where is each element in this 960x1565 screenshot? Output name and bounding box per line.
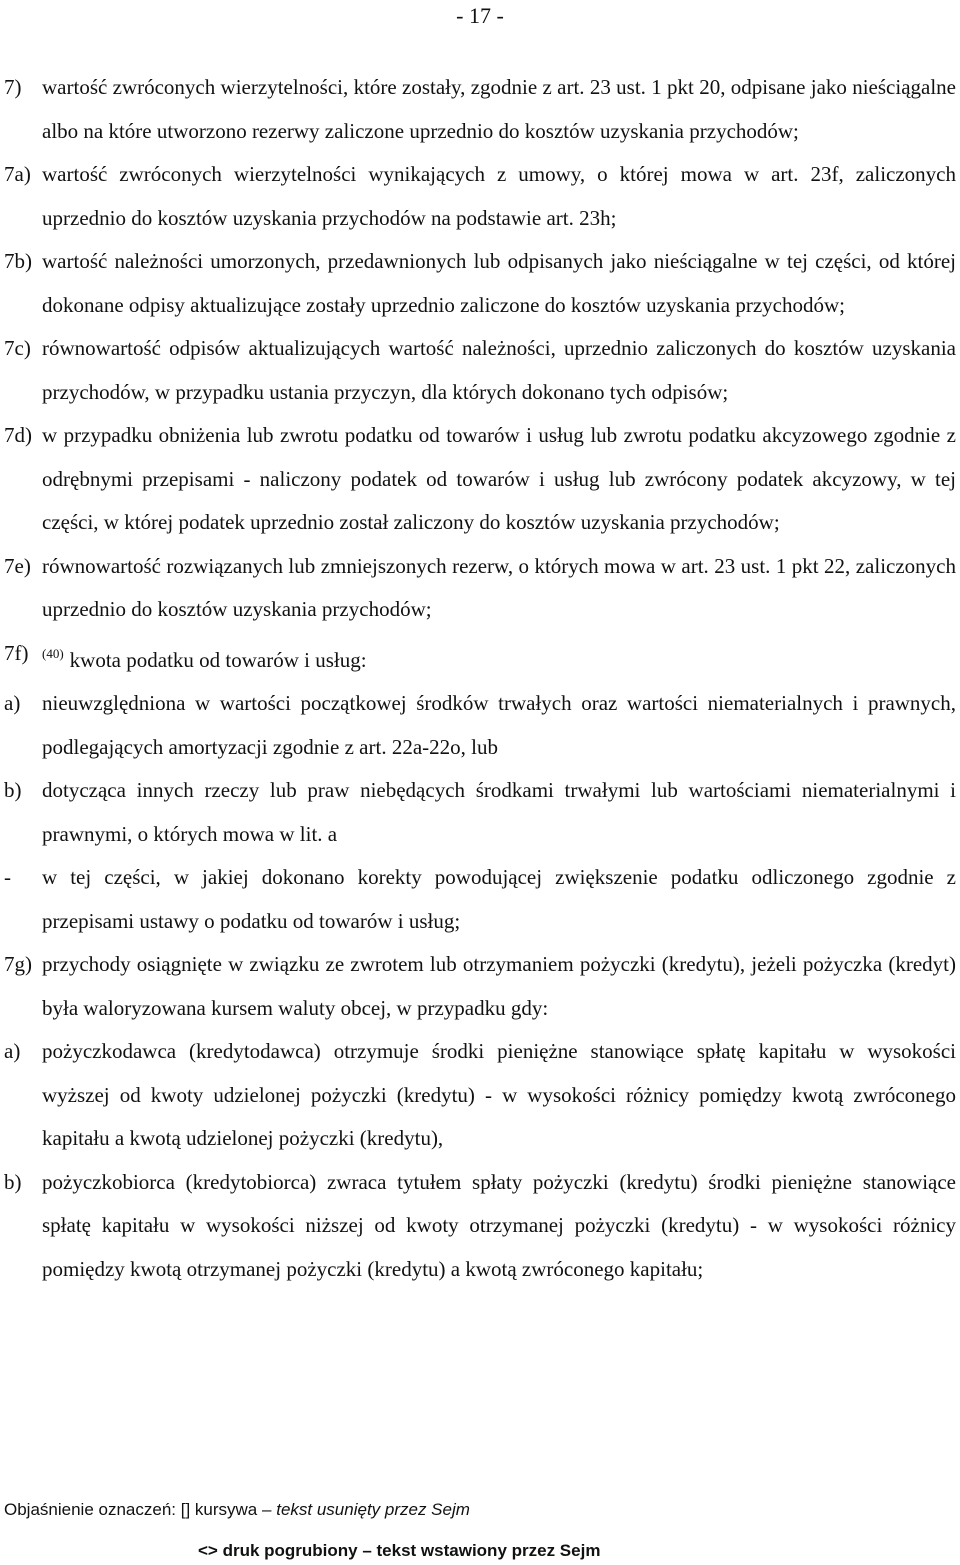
list-item [0, 240, 960, 327]
document-body [0, 66, 960, 1291]
item-text: wartość zwróconych wierzytelności, które zostały, zgodnie z art. 23 ust. 1 pkt 20, odpisane jako nieściągalne albo na które utworzono rezerwy zaliczone uprzednio do kosztów uzyskania przychodów; [42, 75, 956, 143]
list-item [0, 327, 960, 414]
list-item [0, 943, 960, 1030]
list-item [0, 1030, 960, 1161]
page-number: - 17 - [456, 3, 504, 28]
item-text: równowartość rozwiązanych lub zmniejszonych rezerw, o których mowa w art. 23 ust. 1 pkt 22, zaliczonych uprzednio do kosztów uzyskania przychodów; [42, 553, 956, 621]
item-label: b) [4, 1169, 22, 1194]
list-item [0, 545, 960, 632]
item-text: równowartość odpisów aktualizujących wartość należności, uprzednio zaliczonych do kosztów uzyskania przychodów, w przypadku ustania przyczyn, dla których dokonano tych odpisów; [42, 336, 956, 404]
item-label: 7g) [4, 952, 32, 976]
item-text: w tej części, w jakiej dokonano korekty powodującej zwiększenie podatku odliczonego zgodnie z przepisami ustawy o podatku od towarów i usług; [42, 865, 956, 933]
item-text: pożyczkobiorca (kredytobiorca) zwraca tytułem spłaty pożyczki (kredytu) środki pieniężne stanowiące spłatę kapitału w wysokości niższej od kwoty otrzymanej pożyczki (kredytu) - w wysokości różnicy pomiędzy kwotą otrzymanej pożyczki (kredytu) a kwotą zwróconego kapitału; [42, 1169, 956, 1281]
legend-brackets: [] kursywa [180, 1500, 258, 1519]
list-item [0, 66, 960, 153]
item-label: a) [4, 1039, 21, 1063]
legend-prefix: Objaśnienie oznaczeń: [4, 1500, 177, 1519]
legend-removed: tekst usunięty przez Sejm [276, 1500, 470, 1519]
item-label: 7d) [4, 423, 32, 447]
item-text: wartość należności umorzonych, przedawnionych lub odpisanych jako nieściągalne w tej części, od której dokonane odpisy aktualizujące zostały uprzednio zaliczone do kosztów uzyskania przychodów; [42, 249, 956, 317]
list-item [0, 769, 960, 856]
item-label: 7f) [4, 640, 29, 665]
item-label: 7b) [4, 249, 32, 273]
footnote-marker: (40) [42, 645, 64, 661]
item-text: przychody osiągnięte w związku ze zwrotem lub otrzymaniem pożyczki (kredytu), jeżeli pożyczka (kredyt) była waloryzowana kursem waluty obcej, w przypadku gdy: [42, 952, 956, 1020]
item-label: 7c) [4, 336, 31, 360]
legend-bold-line: <> druk pogrubiony – tekst wstawiony przez Sejm [198, 1541, 601, 1560]
item-text: w przypadku obniżenia lub zwrotu podatku od towarów i usług lub zwrotu podatku akcyzowego zgodnie z odrębnymi przepisami - naliczony podatek od towarów i usług lub zwrócony podatek akcyzowy, w tej części, w której podatek uprzednio został zaliczony do kosztów uzyskania przychodów; [42, 423, 956, 534]
legend-dash: – [262, 1500, 272, 1519]
item-label: 7a) [4, 162, 31, 186]
list-item [0, 632, 960, 683]
item-label: a) [4, 691, 21, 715]
item-label: - [4, 865, 11, 889]
item-label: 7) [4, 75, 22, 99]
list-item [0, 682, 960, 769]
item-text: nieuwzględniona w wartości początkowej środków trwałych oraz wartości niematerialnych i prawnych, podlegających amortyzacji zgodnie z art. 22a-22o, lub [42, 691, 956, 759]
item-label: 7e) [4, 553, 31, 578]
item-text: wartość zwróconych wierzytelności wynikających z umowy, o której mowa w art. 23f, zaliczonych uprzednio do kosztów uzyskania przychodów na podstawie art. 23h; [42, 162, 956, 230]
item-label: b) [4, 778, 22, 802]
list-item [0, 153, 960, 240]
list-item [0, 856, 960, 943]
list-item [0, 1161, 960, 1292]
legend [4, 1500, 954, 1520]
list-item [0, 414, 960, 545]
item-text: pożyczkodawca (kredytodawca) otrzymuje środki pieniężne stanowiące spłatę kapitału w wysokości wyższej od kwoty udzielonej pożyczki (kredytu) - w wysokości różnicy pomiędzy kwotą zwróconego kapitału a kwotą udzielonej pożyczki (kredytu), [42, 1039, 956, 1150]
item-text: kwota podatku od towarów i usług: [69, 647, 367, 672]
item-text: dotycząca innych rzeczy lub praw niebędących środkami trwałymi lub wartościami niematerialnymi i prawnymi, o których mowa w lit. a [42, 778, 956, 846]
